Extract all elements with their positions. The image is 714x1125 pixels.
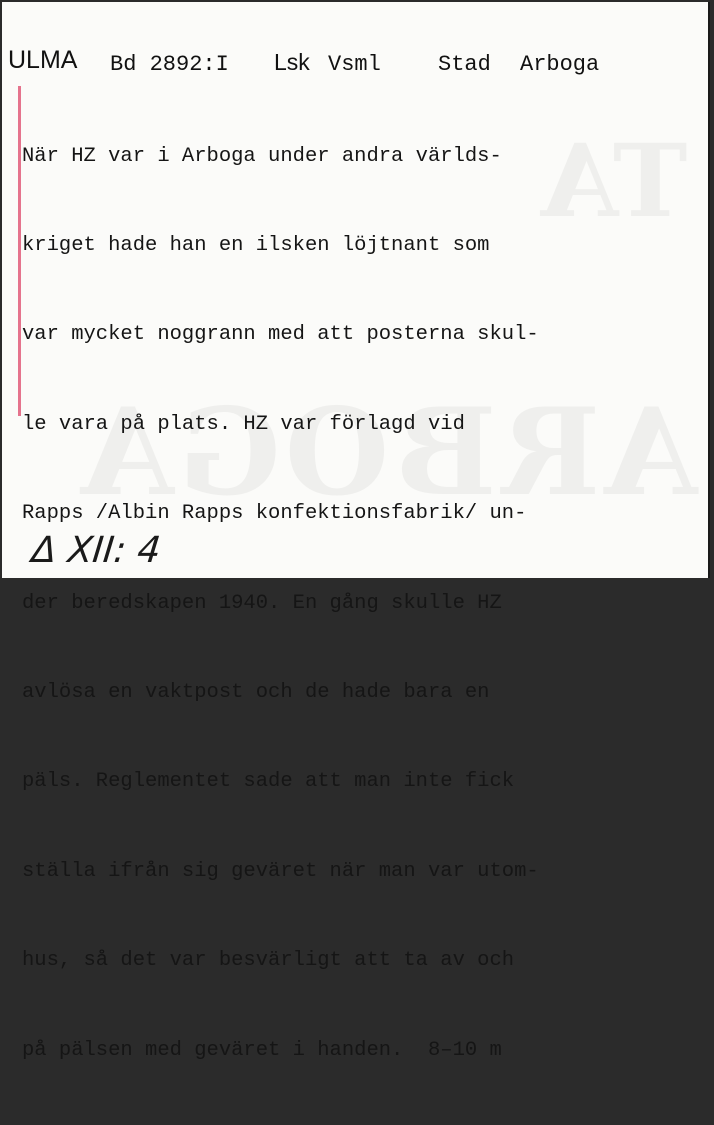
text-line: på pälsen med geväret i handen. 8–10 m: [22, 1038, 502, 1062]
handwritten-signum: Δ XII: 4: [29, 530, 163, 571]
text-line: ställa ifrån sig geväret när man var utom-: [22, 859, 539, 883]
record-text: [22, 82, 702, 1125]
accession-number: Bd 2892:I: [110, 52, 229, 77]
stad-label: Stad: [438, 52, 491, 77]
landskap-label: Lsk: [274, 49, 310, 75]
text-line: kriget hade han en ilsken löjtnant som: [22, 233, 490, 257]
text-line: le vara på plats. HZ var förlagd vid: [22, 412, 465, 436]
text-line: När HZ var i Arboga under andra världs-: [22, 144, 502, 168]
text-line: der beredskapen 1940. En gång skulle HZ: [22, 591, 502, 615]
place-name: Arboga: [520, 52, 600, 77]
text-line: avlösa en vaktpost och de hade bara en: [22, 680, 490, 704]
archive-code: ULMA: [8, 46, 78, 74]
text-line: hus, så det var besvärligt att ta av och: [22, 949, 515, 973]
archive-card: [2, 2, 710, 1062]
text-line: var mycket noggrann med att posterna skul-: [22, 323, 539, 347]
text-line: päls. Reglementet sade att man inte fick: [22, 770, 515, 794]
landskap-value: Vsml: [328, 52, 381, 77]
margin-line: [18, 86, 21, 416]
text-line: Rapps /Albin Rapps konfektionsfabrik/ un-: [22, 502, 527, 526]
card-header: [8, 46, 704, 80]
